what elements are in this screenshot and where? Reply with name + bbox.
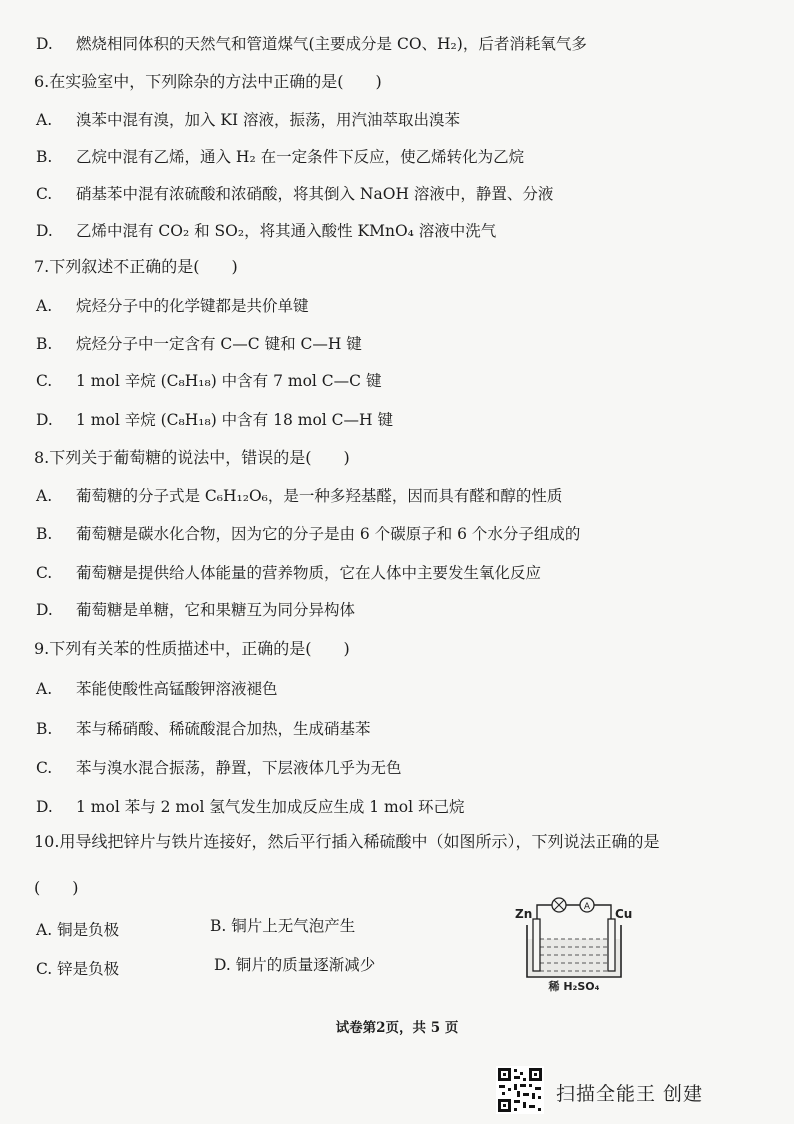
option-text: 硝基苯中混有浓硫酸和浓硝酸，将其倒入 NaOH 溶液中，静置、分液: [76, 185, 554, 203]
q6-option-d: [36, 221, 496, 241]
scanner-watermark: 扫描全能王 创建: [556, 1083, 704, 1105]
option-text: 燃烧相同体积的天然气和管道煤气(主要成分是 CO、H₂)，后者消耗氧气多: [76, 35, 587, 53]
copper-electrode: [608, 919, 615, 971]
q6-stem: 6.在实验室中，下列除杂的方法中正确的是( ): [34, 72, 382, 91]
q7-stem: 7.下列叙述不正确的是( ): [34, 257, 238, 276]
q6-option-a: [36, 110, 460, 130]
option-letter: D.: [36, 222, 53, 240]
q5-option-d: [36, 34, 587, 54]
zn-label: Zn: [515, 907, 533, 921]
option-letter: A.: [36, 111, 53, 129]
q8-option-a: [36, 486, 562, 506]
q9-option-c: [36, 758, 402, 778]
option-letter: D.: [36, 35, 53, 53]
q8-option-d: [36, 600, 355, 620]
option-letter: C.: [36, 564, 53, 582]
option-text: 乙烯中混有 CO₂ 和 SO₂，将其通入酸性 KMnO₄ 溶液中洗气: [76, 222, 497, 240]
option-text: 苯能使酸性高锰酸钾溶液褪色: [76, 680, 278, 698]
option-letter: D.: [36, 411, 53, 429]
option-text: 葡萄糖是单糖，它和果糖互为同分异构体: [76, 601, 356, 619]
q7-option-a: [36, 296, 309, 316]
zinc-electrode: [533, 919, 540, 971]
q9-option-a: [36, 679, 278, 699]
acid-label: 稀 H₂SO₄: [548, 980, 600, 993]
option-letter: B.: [36, 525, 53, 543]
q10-option-b: [210, 914, 355, 936]
q6-option-c: [36, 184, 553, 204]
option-text: 苯与稀硝酸、稀硫酸混合加热，生成硝基苯: [76, 720, 371, 738]
galvanic-cell-diagram: [515, 885, 633, 993]
option-letter: A.: [36, 487, 53, 505]
option-text: 铜片上无气泡产生: [231, 917, 356, 935]
q7-option-c: [36, 371, 381, 391]
q9-option-d: [36, 797, 464, 817]
option-text: 葡萄糖的分子式是 C₆H₁₂O₆，是一种多羟基醛，因而具有醛和醇的性质: [76, 487, 563, 505]
option-text: 溴苯中混有溴，加入 KI 溶液，振荡，用汽油萃取出溴苯: [76, 111, 461, 129]
q9-option-b: [36, 719, 371, 739]
acid-solution: [528, 939, 620, 976]
option-text: 锌是负极: [57, 960, 120, 978]
q8-stem: 8.下列关于葡萄糖的说法中，错误的是( ): [34, 448, 350, 467]
option-letter: C.: [36, 759, 53, 777]
option-text: 铜是负极: [57, 921, 120, 939]
q10-option-c: [36, 957, 119, 979]
q7-option-b: [36, 334, 362, 354]
option-text: 1 mol 辛烷 (C₈H₁₈) 中含有 7 mol C—C 键: [76, 372, 382, 390]
option-letter: B.: [36, 148, 53, 166]
page-footer: 试卷第2页，共 5 页: [335, 1020, 459, 1036]
q8-option-c: [36, 563, 541, 583]
option-text: 1 mol 苯与 2 mol 氢气发生加成反应生成 1 mol 环己烷: [76, 798, 465, 816]
q7-option-d: [36, 410, 393, 430]
option-letter: B.: [36, 720, 53, 738]
q9-stem: 9.下列有关苯的性质描述中，正确的是( ): [34, 639, 350, 658]
option-text: 葡萄糖是碳水化合物，因为它的分子是由 6 个碳原子和 6 个水分子组成的: [76, 525, 581, 543]
wire: [537, 905, 611, 921]
option-letter: A.: [36, 680, 53, 698]
option-letter: B.: [210, 917, 227, 935]
q10-answer-blank: ( ): [34, 878, 79, 897]
option-letter: A.: [36, 297, 53, 315]
option-letter: C.: [36, 960, 53, 978]
option-letter: D.: [36, 798, 53, 816]
option-letter: C.: [36, 372, 53, 390]
qr-code-icon: [496, 1066, 544, 1114]
option-letter: B.: [36, 335, 53, 353]
cu-label: Cu: [615, 907, 633, 921]
option-text: 1 mol 辛烷 (C₈H₁₈) 中含有 18 mol C—H 键: [76, 411, 393, 429]
q6-option-b: [36, 147, 524, 167]
option-text: 烷烃分子中一定含有 C—C 键和 C—H 键: [76, 335, 362, 353]
option-letter: D.: [36, 601, 53, 619]
option-text: 烷烃分子中的化学键都是共价单键: [76, 297, 309, 315]
option-text: 苯与溴水混合振荡，静置，下层液体几乎为无色: [76, 759, 402, 777]
option-text: 葡萄糖是提供给人体能量的营养物质，它在人体中主要发生氧化反应: [76, 564, 542, 582]
svg-text:A: A: [583, 902, 591, 912]
q10-option-d: [214, 953, 375, 975]
option-letter: D.: [214, 956, 231, 974]
q8-option-b: [36, 524, 580, 544]
option-letter: C.: [36, 185, 53, 203]
option-text: 乙烷中混有乙烯，通入 H₂ 在一定条件下反应，使乙烯转化为乙烷: [76, 148, 525, 166]
q10-stem: 10.用导线把锌片与铁片连接好，然后平行插入稀硫酸中（如图所示），下列说法正确的是: [34, 832, 660, 851]
q10-option-a: [36, 918, 119, 940]
option-text: 铜片的质量逐渐减少: [235, 956, 376, 974]
option-letter: A.: [36, 921, 53, 939]
